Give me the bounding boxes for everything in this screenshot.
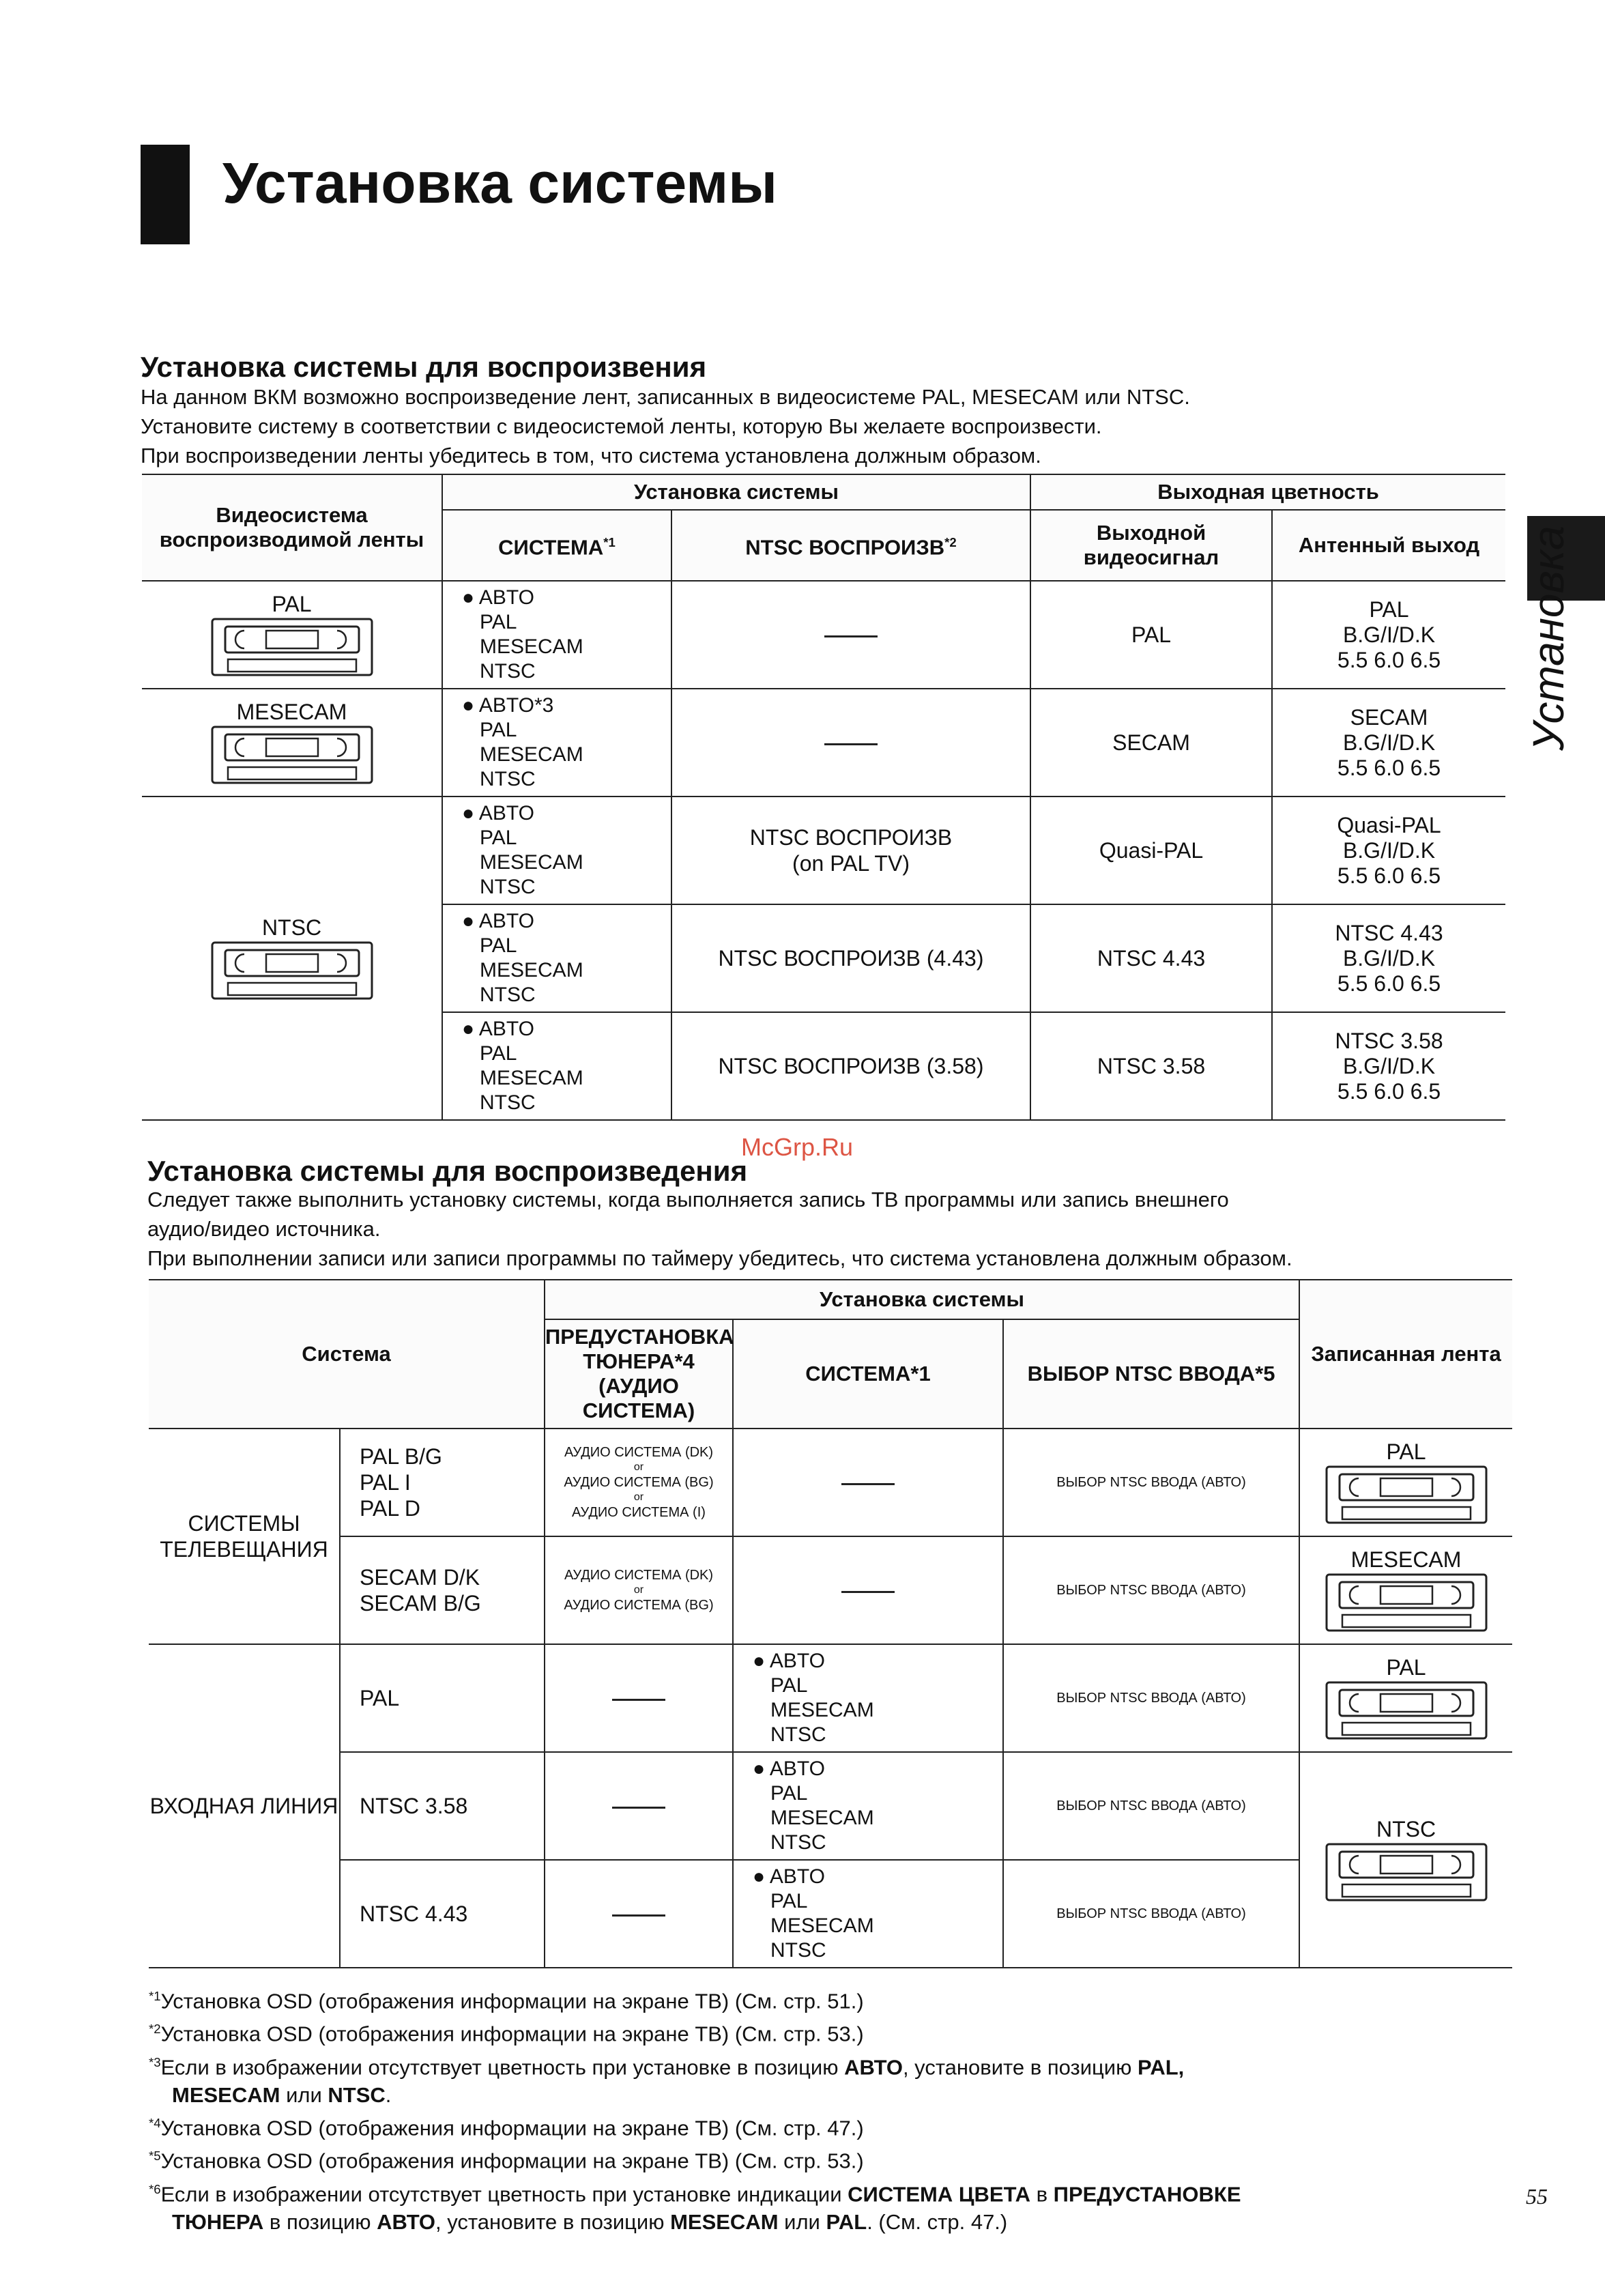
dash <box>841 1591 895 1593</box>
cassette-icon <box>1325 1680 1488 1742</box>
cassette-icon <box>210 941 374 1002</box>
header-tuner-preset: ПРЕДУСТАНОВКА ТЮНЕРА*4 (АУДИО СИСТЕМА) <box>545 1319 733 1429</box>
system-options: ● ABTO PAL MESECAM NTSC <box>442 581 671 689</box>
header-video-out: Выходной видеосигнал <box>1030 510 1272 581</box>
header-system-setting: Установка системы <box>442 474 1030 510</box>
sistema-cell <box>733 1536 1003 1644</box>
antenna-cell: NTSC 3.58 B.G/I/D.K 5.5 6.0 6.5 <box>1272 1012 1505 1120</box>
ntsc-play-cell <box>671 689 1030 797</box>
recording-heading: Установка системы для воспроизведения <box>147 1155 748 1187</box>
header-system-setting: Установка системы <box>545 1280 1299 1319</box>
video-out-cell: PAL <box>1030 581 1272 689</box>
system-options: ● ABTO PAL MESECAM NTSC <box>733 1860 1003 1968</box>
tape-cell-pal <box>142 581 442 689</box>
system-options: ● ABTO PAL MESECAM NTSC <box>442 797 671 904</box>
footnote-1: $^{*1}$Установка OSD (отображения информации на экране ТВ) (См. стр. 51.) <box>149 1989 864 2013</box>
table-row <box>149 1644 1512 1752</box>
system-options: ● ABTO PAL MESECAM NTSC <box>733 1752 1003 1860</box>
tape-cell-pal <box>1299 1644 1512 1752</box>
footnotes <box>149 1982 1241 2236</box>
tape-label: PAL <box>1386 1655 1426 1680</box>
video-out-cell: NTSC 3.58 <box>1030 1012 1272 1120</box>
header-system: Система <box>149 1280 545 1429</box>
header-output-color: Выходная цветность <box>1030 474 1505 510</box>
footnote-4: $^{*4}$Установка OSD (отображения информации на экране ТВ) (См. стр. 47.) <box>149 2115 864 2140</box>
header-antenna-out: Антенный выход <box>1272 510 1505 581</box>
playback-table <box>142 474 1505 1121</box>
table-row <box>149 1536 1512 1644</box>
dash <box>824 743 878 745</box>
page-number: 55 <box>1526 2184 1548 2209</box>
header-ntsc-input: ВЫБОР NTSC ВВОДА*5 <box>1003 1319 1299 1429</box>
system-options: ● ABTO PAL MESECAM NTSC <box>442 1012 671 1120</box>
header-video-system: Видеосистема воспроизводимой ленты <box>142 474 442 581</box>
playback-intro-line: При воспроизведении ленты убедитесь в том, что система установлена должным образом. <box>141 444 1041 468</box>
input-system: NTSC 3.58 <box>340 1752 545 1860</box>
tuner-cell <box>545 1752 733 1860</box>
dash <box>841 1483 895 1485</box>
tape-label: MESECAM <box>236 700 347 724</box>
ntsc-play-cell: NTSC ВОСПРОИЗВ (on PAL TV) <box>671 797 1030 904</box>
video-out-cell: Quasi-PAL <box>1030 797 1272 904</box>
ntsc-input-cell: ВЫБОР NTSC ВВОДА (АВТО) <box>1003 1536 1299 1644</box>
antenna-cell: NTSC 4.43 B.G/I/D.K 5.5 6.0 6.5 <box>1272 904 1505 1012</box>
tape-cell-ntsc <box>1299 1752 1512 1968</box>
cassette-icon <box>1325 1842 1488 1904</box>
cassette-icon <box>210 725 374 786</box>
system-options: ● ABTO PAL MESECAM NTSC <box>442 904 671 1012</box>
table-row <box>142 689 1505 797</box>
ntsc-input-cell: ВЫБОР NTSC ВВОДА (АВТО) <box>1003 1429 1299 1536</box>
page-title: Установка системы <box>222 151 778 215</box>
tuner-cell <box>545 1860 733 1968</box>
tape-label: PAL <box>1386 1439 1426 1464</box>
video-out-cell: NTSC 4.43 <box>1030 904 1272 1012</box>
video-out-cell: SECAM <box>1030 689 1272 797</box>
recording-intro-line: аудио/видео источника. <box>147 1217 381 1241</box>
input-label: ВХОДНАЯ ЛИНИЯ <box>149 1644 340 1968</box>
tape-label: PAL <box>272 592 312 616</box>
playback-intro <box>141 382 1190 470</box>
antenna-cell: Quasi-PAL B.G/I/D.K 5.5 6.0 6.5 <box>1272 797 1505 904</box>
recording-intro-line: При выполнении записи или записи программы по таймеру убедитесь, что система установлена должным образом. <box>147 1246 1292 1270</box>
recording-intro <box>147 1185 1292 1273</box>
dash <box>612 1807 665 1809</box>
tuner-cell <box>545 1644 733 1752</box>
dash <box>824 635 878 637</box>
header-sistema: СИСТЕМА$^{*1}$ <box>442 510 671 581</box>
input-system: NTSC 4.43 <box>340 1860 545 1968</box>
playback-heading: Установка системы для воспроизвения <box>141 351 707 383</box>
system-list: SECAM D/K SECAM B/G <box>340 1536 545 1644</box>
audio-system-cell: АУДИО СИСТЕМА (DK) or АУДИО СИСТЕМА (BG) <box>545 1536 733 1644</box>
footnote-5: $^{*5}$Установка OSD (отображения информации на экране ТВ) (См. стр. 53.) <box>149 2149 864 2173</box>
footnote-3-cont: MESECAM или NTSC. <box>172 2082 392 2107</box>
recording-intro-line: Следует также выполнить установку системы, когда выполняется запись ТВ программы или запись внешнего <box>147 1188 1229 1211</box>
system-options: ● ABTO PAL MESECAM NTSC <box>733 1644 1003 1752</box>
watermark: McGrp.Ru <box>741 1133 854 1161</box>
ntsc-input-cell: ВЫБОР NTSC ВВОДА (АВТО) <box>1003 1752 1299 1860</box>
footnote-6: $^{*6}$Если в изображении отсутствует цветность при установке индикации СИСТЕМА ЦВЕТА в ПРЕДУСТАНОВКЕ <box>149 2181 1241 2206</box>
broadcast-label: СИСТЕМЫ ТЕЛЕВЕЩАНИЯ <box>149 1429 340 1644</box>
header-ntsc-play: NTSC ВОСПРОИЗВ$^{*2}$ <box>671 510 1030 581</box>
antenna-cell: PAL B.G/I/D.K 5.5 6.0 6.5 <box>1272 581 1505 689</box>
recording-table <box>149 1279 1512 1968</box>
tape-cell-pal <box>1299 1429 1512 1536</box>
footnote-6-cont: ТЮНЕРА в позицию АВТО, установите в позицию MESECAM или PAL. (См. стр. 47.) <box>172 2209 1008 2234</box>
playback-intro-line: Установите систему в соответствии с видеосистемой ленты, которую Вы желаете воспроизвести. <box>141 414 1102 438</box>
header-recorded-tape: Записанная лента <box>1299 1280 1512 1429</box>
table-row <box>142 581 1505 689</box>
tape-label: NTSC <box>261 915 322 940</box>
side-tab-label: Установка <box>1524 526 1573 751</box>
tape-label: MESECAM <box>1350 1547 1462 1572</box>
title-marker-bar <box>141 145 190 244</box>
system-options: ● ABTO*3 PAL MESECAM NTSC <box>442 689 671 797</box>
ntsc-play-cell: NTSC ВОСПРОИЗВ (3.58) <box>671 1012 1030 1120</box>
header-sistema: СИСТЕМА*1 <box>733 1319 1003 1429</box>
table-row <box>142 797 1505 904</box>
tape-cell-mesecam <box>1299 1536 1512 1644</box>
tape-cell-mesecam <box>142 689 442 797</box>
footnote-3: $^{*3}$Если в изображении отсутствует цветность при установке в позицию АВТО, установите в позицию PAL, <box>149 2054 1185 2079</box>
footnote-2: $^{*2}$Установка OSD (отображения информации на экране ТВ) (См. стр. 53.) <box>149 2022 864 2046</box>
cassette-icon <box>210 617 374 678</box>
ntsc-input-cell: ВЫБОР NTSC ВВОДА (АВТО) <box>1003 1860 1299 1968</box>
input-system: PAL <box>340 1644 545 1752</box>
tape-cell-ntsc <box>142 797 442 1120</box>
cassette-icon <box>1325 1465 1488 1526</box>
dash <box>612 1699 665 1701</box>
ntsc-input-cell: ВЫБОР NTSC ВВОДА (АВТО) <box>1003 1644 1299 1752</box>
system-list: PAL B/G PAL I PAL D <box>340 1429 545 1536</box>
ntsc-play-cell <box>671 581 1030 689</box>
antenna-cell: SECAM B.G/I/D.K 5.5 6.0 6.5 <box>1272 689 1505 797</box>
sistema-cell <box>733 1429 1003 1536</box>
playback-intro-line: На данном ВКМ возможно воспроизведение лент, записанных в видеосистеме PAL, MESECAM или NTSC. <box>141 385 1190 409</box>
ntsc-play-cell: NTSC ВОСПРОИЗВ (4.43) <box>671 904 1030 1012</box>
dash <box>612 1914 665 1917</box>
table-row <box>149 1429 1512 1536</box>
table-row <box>149 1752 1512 1860</box>
audio-system-cell: АУДИО СИСТЕМА (DK) or АУДИО СИСТЕМА (BG) or АУДИО СИСТЕМА (I) <box>545 1429 733 1536</box>
cassette-icon <box>1325 1573 1488 1634</box>
tape-label: NTSC <box>1376 1817 1436 1841</box>
